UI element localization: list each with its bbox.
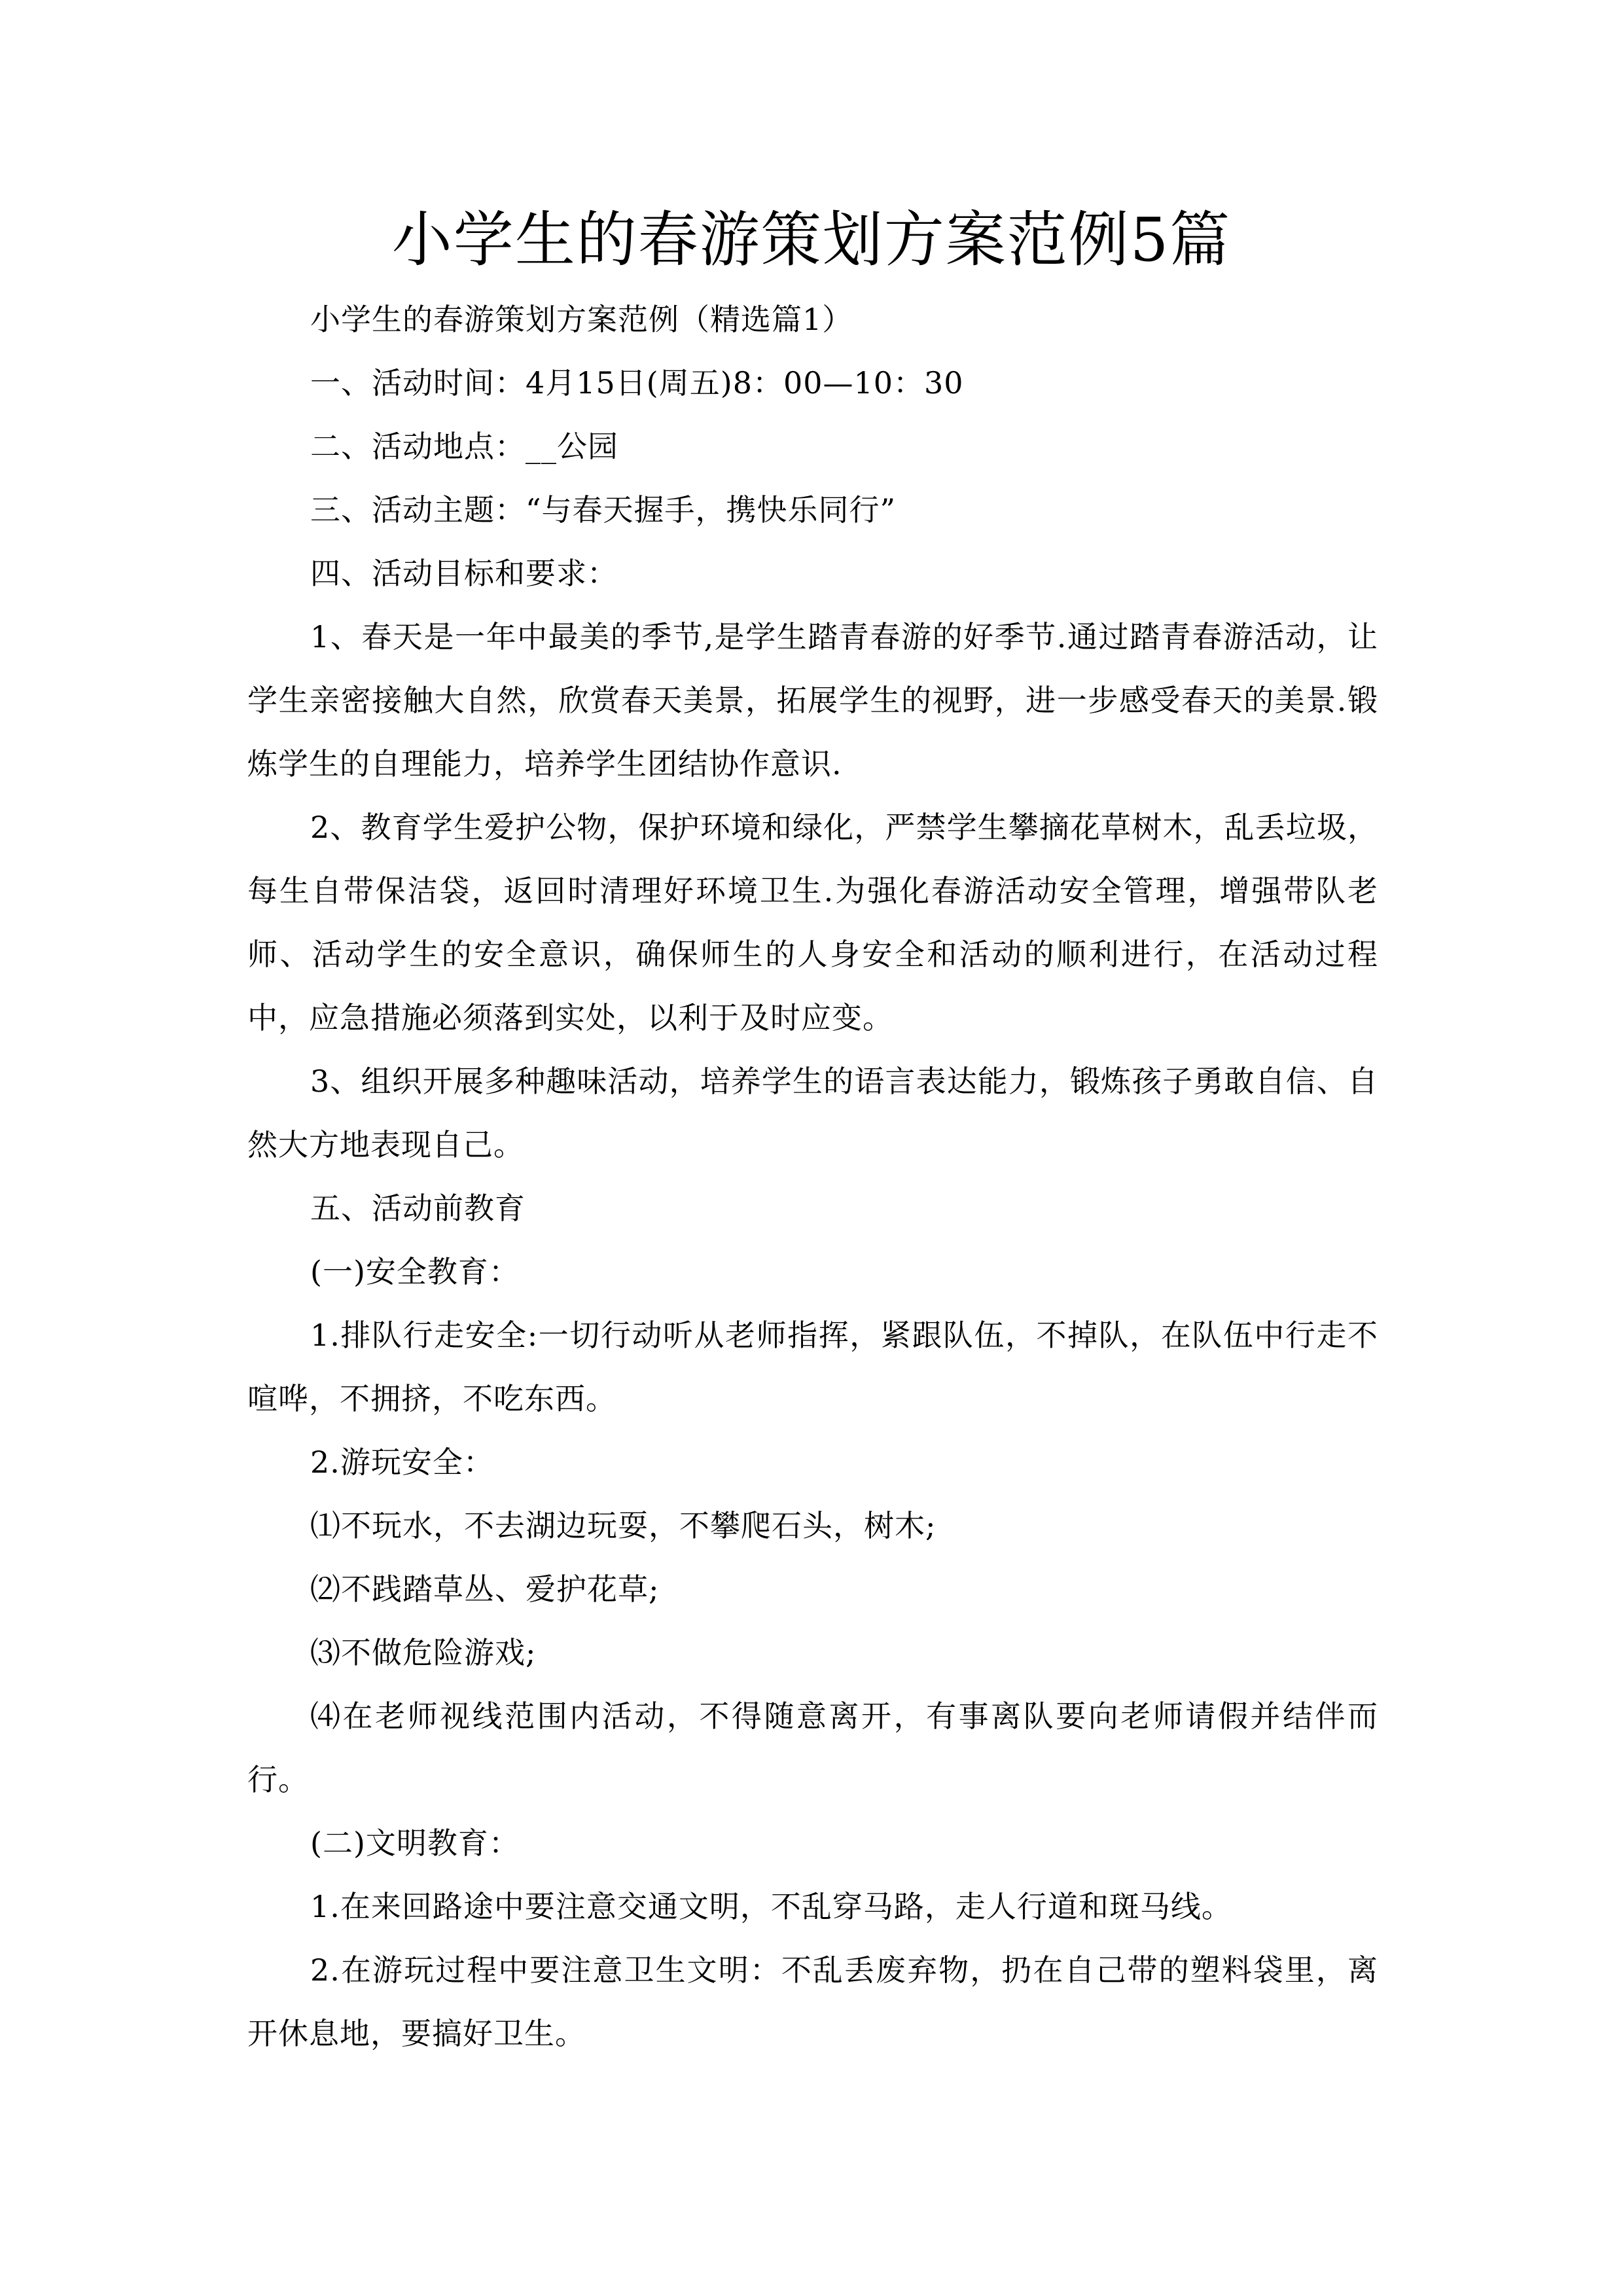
goal-item-2: 2、教育学生爱护公物，保护环境和绿化，严禁学生攀摘花草树木，乱丢垃圾，每生自带保洁袋，返回时清理好环境卫生.为强化春游活动安全管理，增强带队老师、活动学生的安全意识，确保师生的人身安全和活动的顺利进行，在活动过程中，应急措施必须落到实处，以利于及时应变。 [247, 810, 1378, 1035]
activity-location: 二、活动地点：__公园 [310, 429, 618, 464]
civility-education-heading: (二)文明教育： [310, 1825, 520, 1861]
safety-item-queue-walking: 1.排队行走安全:一切行动听从老师指挥，紧跟队伍，不掉队，在队伍中行走不喧哗，不拥挤，不吃东西。 [247, 1318, 1378, 1416]
play-safety-rule-3: ⑶不做危险游戏; [310, 1635, 537, 1670]
section-heading-plan-1: 小学生的春游策划方案范例（精选篇1） [310, 302, 853, 337]
document-body [247, 288, 1378, 2066]
safety-education-heading: (一)安全教育： [310, 1254, 520, 1289]
safety-item-play-heading: 2.游玩安全： [310, 1444, 494, 1480]
activity-time: 一、活动时间：4月15日(周五)8：00—10：30 [310, 365, 964, 401]
pre-activity-education-heading: 五、活动前教育 [310, 1191, 526, 1226]
play-safety-rule-1: ⑴不玩水，不去湖边玩耍，不攀爬石头，树木; [310, 1508, 936, 1543]
civility-item-hygiene: 2.在游玩过程中要注意卫生文明：不乱丢废弃物，扔在自己带的塑料袋里，离开休息地，要搞好卫生。 [247, 1952, 1378, 2051]
document-title: 小学生的春游策划方案范例5篇 [391, 205, 1232, 275]
activity-goals-heading: 四、活动目标和要求： [310, 556, 618, 591]
play-safety-rule-4: ⑷在老师视线范围内活动，不得随意离开，有事离队要向老师请假并结伴而行。 [247, 1698, 1378, 1797]
play-safety-rule-2: ⑵不践踏草丛、爱护花草; [310, 1571, 660, 1607]
goal-item-3: 3、组织开展多种趣味活动，培养学生的语言表达能力，锻炼孩子勇敢自信、自然大方地表现自己。 [247, 1064, 1378, 1162]
activity-theme: 三、活动主题：“与春天握手，携快乐同行” [310, 492, 897, 528]
goal-item-1: 1、春天是一年中最美的季节,是学生踏青春游的好季节.通过踏青春游活动，让学生亲密接触大自然，欣赏春天美景，拓展学生的视野，进一步感受春天的美景.锻炼学生的自理能力，培养学生团结协作意识. [247, 619, 1378, 781]
civility-item-traffic: 1.在来回路途中要注意交通文明，不乱穿马路，走人行道和斑马线。 [310, 1889, 1232, 1924]
